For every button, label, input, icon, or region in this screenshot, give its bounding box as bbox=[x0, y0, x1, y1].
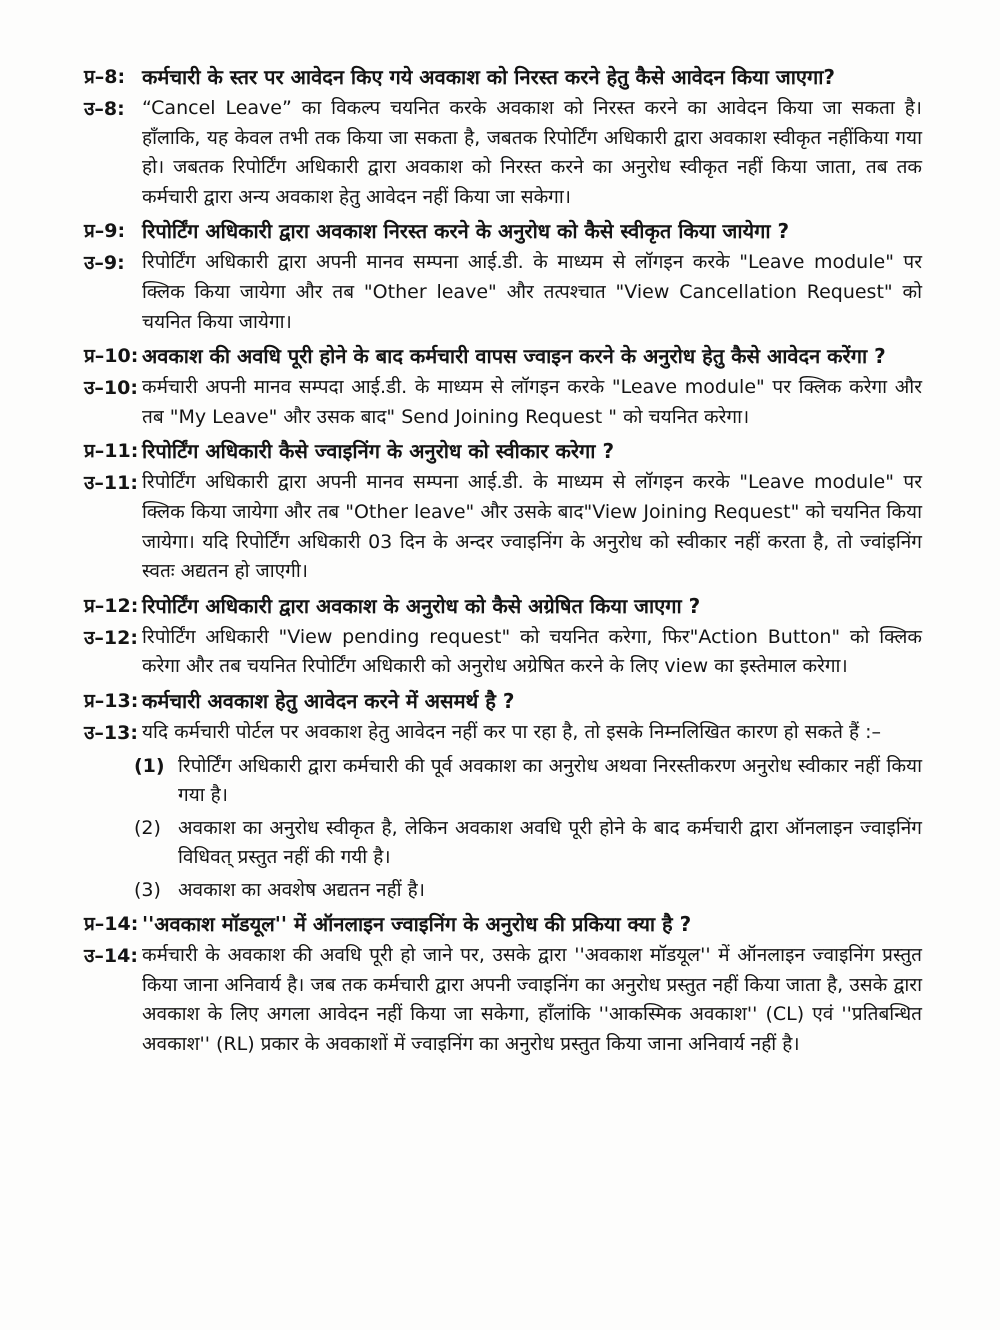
answer-label: उ–14: bbox=[84, 944, 138, 967]
answer-text: रिपोर्टिंग अधिकारी "View pending request" को चयनित करेगा, फिर"Action Button" को क्लिक करेगा और तब चयनित रिपोर्टिंग अधिकारी को अनुरोध अग्रेषित करने के लिए view का इस्तेमाल करेगा। bbox=[142, 625, 922, 678]
answer-text: रिपोर्टिंग अधिकारी द्वारा अपनी मानव सम्पना आई.डी. के माध्यम से लॉगइन करके "Leave module" पर क्लिक किया जायेगा और तब "Other leave" और उसके बाद"View Joining Request" को चयनित किया जायेगा। यदि रिपोर्टिंग अधिकारी 03 दिन के अन्दर ज्वाइनिंग के अनुरोध को स्वीकार नहीं करता है, तो ज्वांइनिंग स्वतः अद्यतन हो जाएगी। bbox=[142, 471, 922, 583]
answer-8 bbox=[84, 94, 922, 212]
question-8 bbox=[84, 62, 922, 92]
question-11 bbox=[84, 436, 922, 466]
reason-text: रिपोर्टिंग अधिकारी द्वारा कर्मचारी की पूर्व अवकाश का अनुरोध अथवा निरस्तीकरण अनुरोध स्वीकार नहीं किया गया है। bbox=[178, 754, 922, 806]
question-label: प्र–10: bbox=[84, 345, 139, 368]
reason-number: (1) bbox=[134, 754, 165, 777]
reason-text: अवकाश का अवशेष अद्यतन नहीं है। bbox=[178, 878, 425, 901]
answer-label: उ–12: bbox=[84, 626, 138, 649]
question-9 bbox=[84, 216, 922, 246]
question-12 bbox=[84, 591, 922, 621]
question-text: कर्मचारी अवकाश हेतु आवेदन करने में असमर्थ है ? bbox=[142, 688, 515, 713]
reason-text: अवकाश का अनुरोध स्वीकृत है, लेकिन अवकाश अवधि पूरी होने के बाद कर्मचारी द्वारा ऑनलाइन ज्वाइनिंग विधिवत् प्रस्तुत नहीं की गयी है। bbox=[178, 816, 922, 868]
answer-text: कर्मचारी अपनी मानव सम्पदा आई.डी. के माध्यम से लॉगइन करके "Leave module" पर क्लिक करेगा और तब "My Leave" और उसक बाद" Send Joining Request " को चयनित करेगा। bbox=[142, 376, 922, 428]
question-text: रिपोर्टिंग अधिकारी कैसे ज्वाइनिंग के अनुरोध को स्वीकार करेगा ? bbox=[142, 439, 615, 464]
answer-14 bbox=[84, 941, 922, 1059]
question-text: रिपोर्टिंग अधिकारी द्वारा अवकाश के अनुरोध को कैसे अग्रेषित किया जाएगा ? bbox=[142, 593, 701, 618]
question-label: प्र–14: bbox=[84, 912, 139, 935]
answer-label: उ–10: bbox=[84, 377, 138, 400]
answer-9 bbox=[84, 248, 922, 337]
question-text: ''अवकाश मॉडयूल'' में ऑनलाइन ज्वाइनिंग के अनुरोध की प्रकिया क्या है ? bbox=[142, 911, 692, 936]
question-text: अवकाश की अवधि पूरी होने के बाद कर्मचारी वापस ज्वाइन करने के अनुरोध हेतु कैसे आवेदन करेंगा ? bbox=[142, 344, 886, 369]
question-label: प्र–13: bbox=[84, 689, 139, 712]
answer-12 bbox=[84, 623, 922, 682]
answer-10 bbox=[84, 373, 922, 432]
question-label: प्र–11: bbox=[84, 440, 139, 463]
question-13 bbox=[84, 686, 922, 716]
question-10 bbox=[84, 341, 922, 371]
answer-text: कर्मचारी के अवकाश की अवधि पूरी हो जाने पर, उसके द्वारा ''अवकाश मॉडयूल'' में ऑनलाइन ज्वाइनिंग प्रस्तुत किया जाना अनिवार्य है। जब तक कर्मचारी द्वारा अपनी ज्वाइनिंग का अनुरोध प्रस्तुत नहीं किया जाता है, उसके द्वारा अवकाश के लिए अगला आवेदन नहीं किया जा सकेगा, हाँलांकि ''आकस्मिक अवकाश'' (CL) एवं ''प्रतिबन्धित अवकाश'' (RL) प्रकार के अवकाशों में ज्वाइनिंग का अनुरोध प्रस्तुत किया जाना अनिवार्य नहीं है। bbox=[142, 943, 922, 1055]
question-label: प्र–8: bbox=[84, 66, 126, 88]
reason-number: (3) bbox=[134, 878, 161, 901]
question-text: रिपोर्टिंग अधिकारी द्वारा अवकाश निरस्त करने के अनुरोध को कैसे स्वीकृत किया जायेगा ? bbox=[142, 219, 790, 244]
answer-label: उ–8: bbox=[84, 98, 125, 120]
question-text: कर्मचारी के स्तर पर आवेदन किए गये अवकाश को निरस्त करने हेतु कैसे आवेदन किया जाएगा? bbox=[142, 65, 835, 89]
answer-11 bbox=[84, 468, 922, 586]
answer-label: उ–11: bbox=[84, 472, 138, 495]
question-label: प्र–12: bbox=[84, 594, 139, 617]
reason-number: (2) bbox=[134, 816, 161, 839]
answer-text: रिपोर्टिंग अधिकारी द्वारा अपनी मानव सम्पना आई.डी. के माध्यम से लॉगइन करके "Leave module" पर क्लिक किया जायेगा और तब "Other leave" और तत्पश्चात "View Cancellation Request" को चयनित किया जायेगा। bbox=[142, 251, 922, 333]
answer-text: यदि कर्मचारी पोर्टल पर अवकाश हेतु आवेदन नहीं कर पा रहा है, तो इसके निम्नलिखित कारण हो सकते हैं :– bbox=[142, 720, 882, 743]
answer-13 bbox=[84, 718, 922, 748]
question-label: प्र–9: bbox=[84, 220, 126, 243]
reason-item-1 bbox=[134, 752, 922, 810]
question-14 bbox=[84, 909, 922, 939]
answer-label: उ–13: bbox=[84, 721, 138, 744]
reason-item-2 bbox=[134, 814, 922, 872]
answer-text: “Cancel Leave” का विकल्प चयनित करके अवकाश को निरस्त करने का आवेदन किया जा सकता है।हाँलाकि, यह केवल तभी तक किया जा सकता है, जबतक रिपोर्टिंग अधिकारी द्वारा अवकाश स्वीकृत नहींकिया गया हो। जबतक रिपोर्टिंग अधिकारी द्वारा अवकाश को निरस्त करने का अनुरोध स्वीकृत नहीं किया जाता, तब तक कर्मचारी द्वारा अन्य अवकाश हेतु आवेदन नहीं किया जा सकेगा। bbox=[142, 97, 922, 208]
answer-label: उ–9: bbox=[84, 252, 125, 275]
reason-item-3 bbox=[134, 876, 922, 905]
